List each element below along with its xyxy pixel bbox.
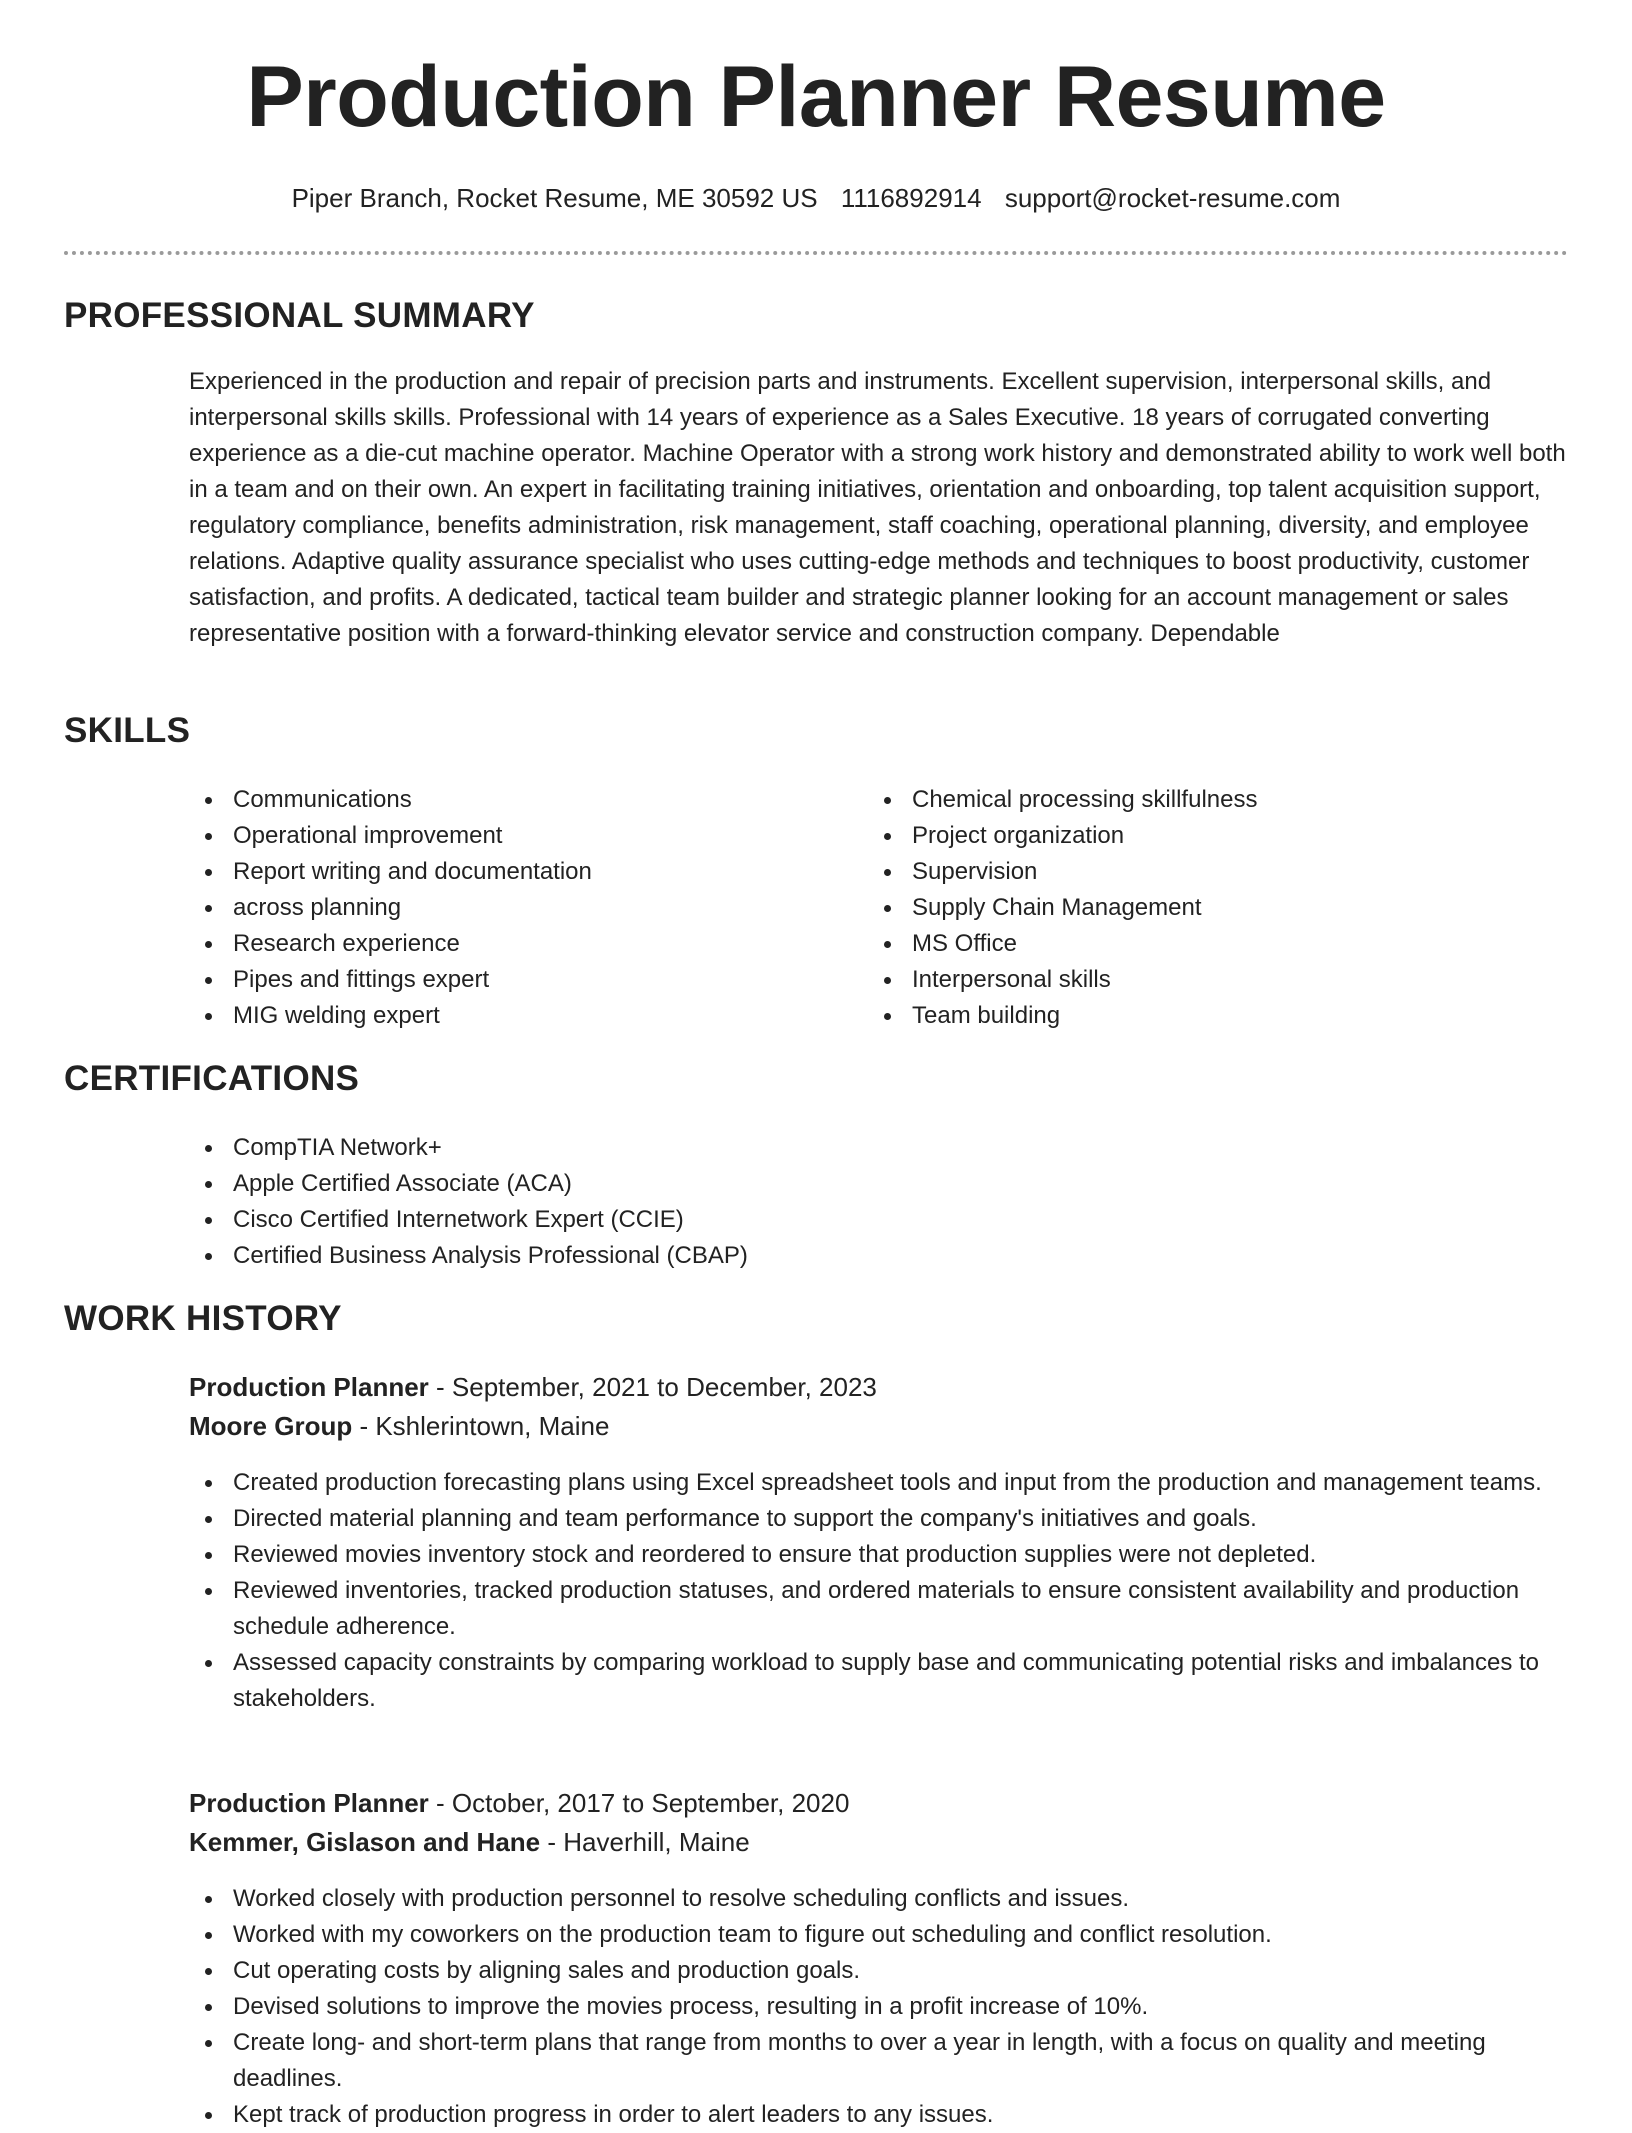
- skill-item: Supervision: [868, 854, 1548, 890]
- job-location: - Haverhill, Maine: [540, 1827, 750, 1857]
- job-bullet: Assessed capacity constraints by comparing workload to supply base and communicating potential risks and imbalances to stakeholders.: [189, 1645, 1574, 1717]
- certifications-list: [189, 1130, 1574, 1274]
- skill-item: Pipes and fittings expert: [189, 962, 809, 998]
- skill-item: Team building: [868, 998, 1548, 1034]
- skill-item: Chemical processing skillfulness: [868, 782, 1548, 818]
- job-bullet: Devised solutions to improve the movies process, resulting in a profit increase of 10%.: [189, 1989, 1574, 2025]
- skills-list-right: [868, 782, 1548, 1034]
- job-bullet: Cut operating costs by aligning sales and production goals.: [189, 1953, 1574, 1989]
- skill-item: Supply Chain Management: [868, 890, 1548, 926]
- skill-item: MIG welding expert: [189, 998, 809, 1034]
- contact-email: support@rocket-resume.com: [1004, 183, 1341, 213]
- skill-item: Project organization: [868, 818, 1548, 854]
- summary-heading: PROFESSIONAL SUMMARY: [64, 296, 535, 335]
- skill-item: Report writing and documentation: [189, 854, 809, 890]
- job-bullets: [189, 1465, 1574, 1717]
- job-bullet: Worked with my coworkers on the production team to figure out scheduling and conflict resolution.: [189, 1917, 1574, 1953]
- contact-phone: 1116892914: [840, 183, 982, 213]
- header-divider: [64, 251, 1568, 255]
- job-title-line: [189, 1788, 849, 1819]
- certification-item: Certified Business Analysis Professional (CBAP): [189, 1238, 1574, 1274]
- skill-item: MS Office: [868, 926, 1548, 962]
- skill-item: Operational improvement: [189, 818, 809, 854]
- job-bullets: [189, 1881, 1574, 2133]
- skill-item: across planning: [189, 890, 809, 926]
- job-bullet: Created production forecasting plans using Excel spreadsheet tools and input from the production and management teams.: [189, 1465, 1574, 1501]
- certification-item: CompTIA Network+: [189, 1130, 1574, 1166]
- certification-item: Cisco Certified Internetwork Expert (CCIE): [189, 1202, 1574, 1238]
- job-bullet: Create long- and short-term plans that range from months to over a year in length, with a focus on quality and meeting deadlines.: [189, 2025, 1574, 2097]
- certifications-heading: CERTIFICATIONS: [64, 1059, 360, 1098]
- summary-text: Experienced in the production and repair of precision parts and instruments. Excellent supervision, interpersonal skills, and interpersonal skills skills. Professional with 14 years of experience as a Sales Executive. 18 years of corrugated converting experience as a die-cut machine operator. Machine Operator with a strong work history and demonstrated ability to work well both in a team and on their own. An expert in facilitating training initiatives, orientation and onboarding, top talent acquisition support, regulatory compliance, benefits administration, risk management, staff coaching, operational planning, diversity, and employee relations. Adaptive quality assurance specialist who uses cutting-edge methods and techniques to boost productivity, customer satisfaction, and profits. A dedicated, tactical team builder and strategic planner looking for an account management or sales representative position with a forward-thinking elevator service and construction company. Dependable: [189, 368, 1566, 647]
- job-bullet: Worked closely with production personnel to resolve scheduling conflicts and issues.: [189, 1881, 1574, 1917]
- skills-heading: SKILLS: [64, 711, 191, 750]
- job-location: - Kshlerintown, Maine: [352, 1411, 610, 1441]
- resume-title: Production Planner Resume: [246, 49, 1386, 145]
- job-title: Production Planner: [189, 1788, 429, 1818]
- job-bullet: Kept track of production progress in order to alert leaders to any issues.: [189, 2097, 1574, 2133]
- job-bullet: Directed material planning and team performance to support the company's initiatives and goals.: [189, 1501, 1574, 1537]
- certification-item: Apple Certified Associate (ACA): [189, 1166, 1574, 1202]
- contact-address: Piper Branch, Rocket Resume, ME 30592 US: [291, 183, 818, 213]
- job-dates: - October, 2017 to September, 2020: [428, 1788, 850, 1818]
- skill-item: Interpersonal skills: [868, 962, 1548, 998]
- contact-line: [0, 183, 1632, 214]
- skills-list-left: [189, 782, 809, 1034]
- job-title: Production Planner: [189, 1372, 429, 1402]
- job-company-line: [189, 1827, 750, 1858]
- job-company: Kemmer, Gislason and Hane: [189, 1827, 541, 1857]
- job-company-line: [189, 1411, 609, 1442]
- job-bullet: Reviewed movies inventory stock and reordered to ensure that production supplies were not depleted.: [189, 1537, 1574, 1573]
- job-bullet: Reviewed inventories, tracked production statuses, and ordered materials to ensure consistent availability and production schedule adherence.: [189, 1573, 1574, 1645]
- skill-item: Communications: [189, 782, 809, 818]
- job-company: Moore Group: [189, 1411, 353, 1441]
- job-title-line: [189, 1372, 877, 1403]
- job-dates: - September, 2021 to December, 2023: [428, 1372, 877, 1402]
- skill-item: Research experience: [189, 926, 809, 962]
- work-history-heading: WORK HISTORY: [64, 1299, 342, 1338]
